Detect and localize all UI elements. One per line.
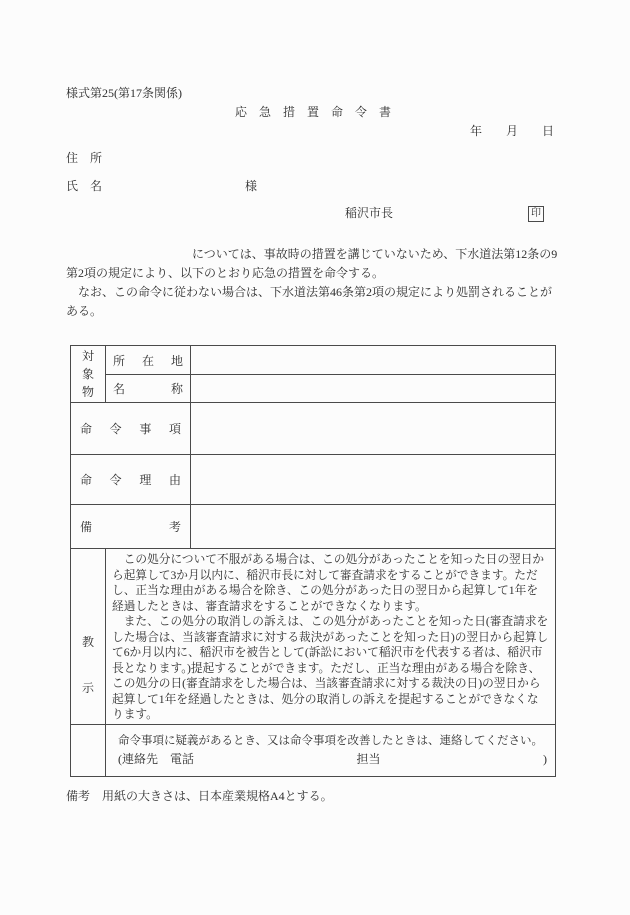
intro-lead-text: については、事故時の措置を講じていないため、下水道法第12条の9第2項の規定により、以下のとおり応急の措置を命令する。	[66, 247, 558, 280]
address-field[interactable]	[102, 149, 560, 168]
facility-name-label-cell	[106, 375, 191, 402]
intro-note-paragraph: なお、この命令に従わない場合は、下水道法第46条第2項の規定により処罰されることがある。	[66, 285, 553, 318]
order-reason-label-cell	[71, 455, 191, 504]
contact-detail-line	[118, 750, 547, 768]
order-items-label: 命令事項	[80, 422, 181, 436]
order-items-label-cell	[71, 403, 191, 454]
form-number: 様式第25(第17条関係)	[66, 86, 182, 100]
target-group-label-cell	[71, 346, 106, 402]
remarks-row	[71, 504, 555, 548]
facility-name-label: 名称	[113, 382, 183, 396]
location-label: 所在地	[113, 353, 183, 368]
address-label: 住 所	[66, 151, 103, 165]
honorific-label: 様	[245, 179, 258, 193]
contact-person-blank-field[interactable]	[381, 750, 544, 768]
intro-text	[66, 245, 560, 321]
appeal-instruction-label-cell	[71, 549, 106, 724]
appeal-instruction-text	[106, 549, 555, 724]
seal-mark: 印	[528, 206, 544, 222]
location-label-cell	[106, 346, 191, 374]
location-row	[106, 346, 555, 374]
subject-blank-field[interactable]	[66, 257, 192, 258]
contact-label-cell	[71, 725, 106, 776]
order-reason-value-cell[interactable]	[191, 455, 555, 504]
issuer-row	[66, 204, 560, 223]
intro-lead-paragraph	[66, 245, 560, 283]
document-title: 応 急 措 置 命 令 書	[234, 105, 391, 119]
order-items-row	[71, 402, 555, 454]
address-row	[66, 149, 560, 168]
paper-size-note: 備考 用紙の大きさは、日本産業規格A4とする。	[66, 789, 333, 803]
date-line: 年 月 日	[469, 124, 554, 138]
facility-name-row	[106, 374, 555, 402]
contact-row	[71, 724, 555, 776]
contact-person-label: 担当	[356, 752, 381, 766]
phone-blank-field[interactable]	[194, 750, 357, 768]
target-row-group	[71, 346, 555, 402]
remarks-label-cell	[71, 505, 191, 548]
remarks-label: 備考	[80, 520, 181, 534]
remarks-value-cell[interactable]	[191, 505, 555, 548]
target-group-label: 対象物	[81, 349, 94, 399]
contact-prefix-label: (連絡先 電話	[118, 752, 194, 766]
contact-note: 命令事項に疑義があるとき、又は命令事項を改善したときは、連絡してください。	[118, 735, 544, 747]
facility-name-value-cell[interactable]	[191, 375, 555, 402]
location-value-cell[interactable]	[191, 346, 555, 374]
name-field[interactable]	[102, 177, 245, 196]
contact-close-paren: )	[543, 752, 548, 766]
appeal-paragraph-1: この処分について不服がある場合は、この処分があったことを知った日の翌日から起算して3か月以内に、稲沢市長に対して審査請求をすることができます。ただし、正当な理由がある場合を除き、この処分があった日の翌日から起算して1年を経過したときは、審査請求をすることができなくなります。	[112, 553, 545, 613]
order-reason-row	[71, 454, 555, 504]
name-row	[66, 177, 560, 196]
appeal-instruction-label: 教示	[81, 634, 94, 695]
appeal-instruction-row	[71, 548, 555, 724]
order-table	[70, 345, 556, 777]
appeal-paragraph-2: また、この処分の取消しの訴えは、この処分があったことを知った日(審査請求をした場合は、当該審査請求に対する裁決があったことを知った日)の翌日から起算して6か月以内に、稲沢市を被告として(訴訟において稲沢市を代表する者は、稲沢市長となります。)提起することができます。ただし、正当な理由がある場合を除き、この処分の日(審査請求をした場合は、当該審査請求に対する裁決の日)の翌日から起算して1年を経過したときは、処分の取消しの訴えを提起することができなくなります。	[112, 615, 549, 721]
name-label: 氏 名	[66, 179, 103, 193]
issuer-name: 稲沢市長	[345, 206, 394, 220]
contact-content	[106, 725, 555, 776]
order-items-value-cell[interactable]	[191, 403, 555, 454]
order-reason-label: 命令理由	[80, 473, 181, 487]
